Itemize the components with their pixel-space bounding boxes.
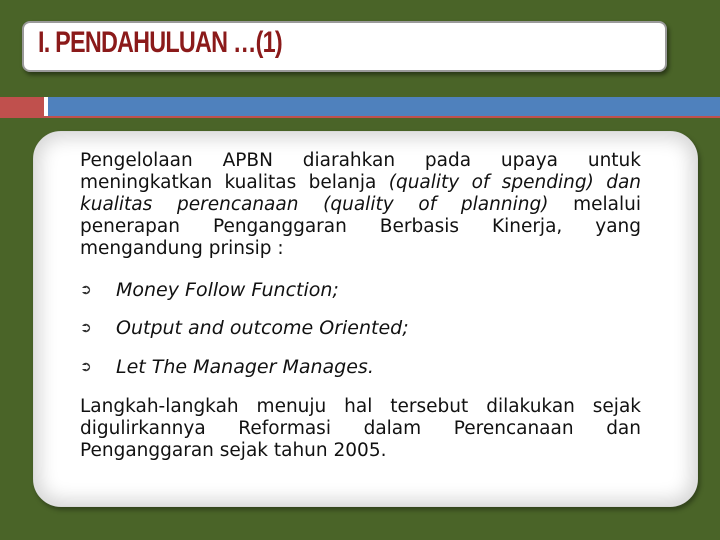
accent-bar-blue <box>48 97 720 116</box>
title-box <box>22 21 667 72</box>
curved-arrow-icon: ➲ <box>80 359 92 375</box>
intro-paragraph <box>80 150 641 260</box>
intro-italic-text: (quality of spending) dan kualitas perencanaan (quality of planning) <box>80 172 642 215</box>
accent-bar-red <box>0 97 44 116</box>
bullet-text: Money Follow Function; <box>116 279 339 301</box>
bullet-text: Output and outcome Oriented; <box>116 317 409 339</box>
bullet-text: Let The Manager Manages. <box>116 356 374 378</box>
accent-line <box>0 116 720 118</box>
curved-arrow-icon: ➲ <box>80 320 92 336</box>
closing-paragraph: Langkah-langkah menuju hal tersebut dilakukan sejak digulirkannya Reformasi dalam Perencanaan dan Penganggaran sejak tahun 2005. <box>80 396 641 461</box>
intro-text-1: Pengelolaan APBN diarahkan pada upaya untuk meningkatkan kualitas belanja <box>80 150 641 193</box>
intro-text-2: melalui penerapan Penganggaran Berbasis Kinerja, yang mengandung prinsip : <box>80 194 642 259</box>
slide-title: I. PENDAHULUAN …(1) <box>38 26 282 59</box>
curved-arrow-icon: ➲ <box>80 282 92 298</box>
